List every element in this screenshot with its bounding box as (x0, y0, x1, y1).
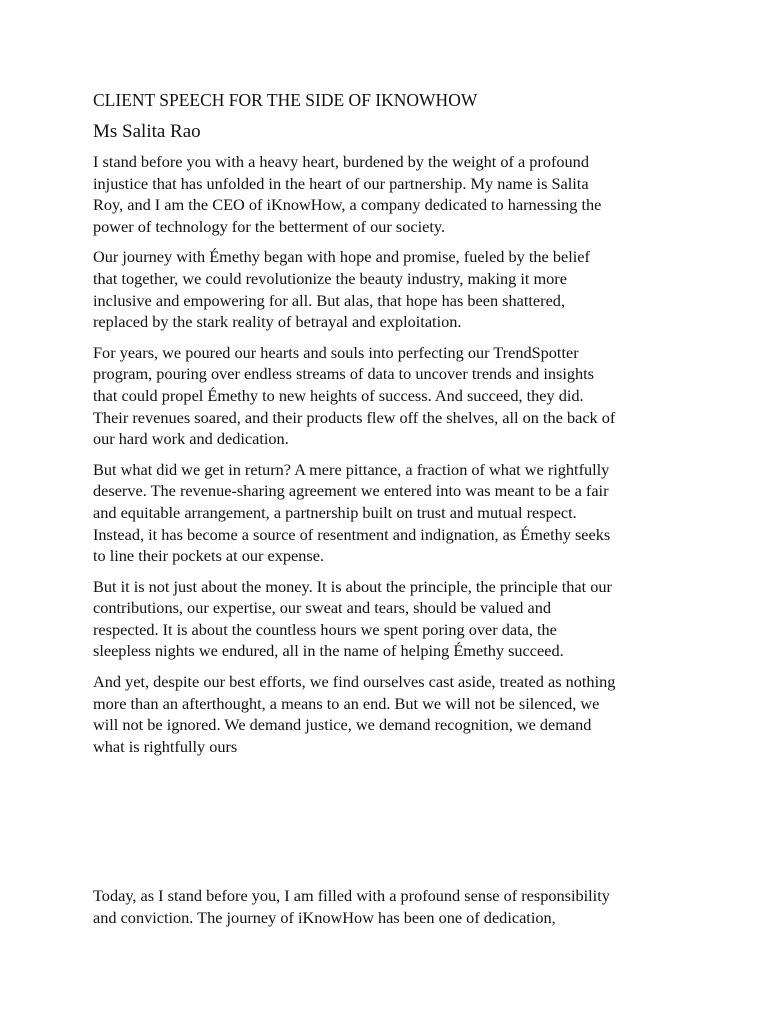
paragraph-4 (93, 459, 683, 567)
paragraph-line: more than an afterthought, a means to an end. But we will not be silenced, we (93, 693, 600, 713)
paragraph-line: And yet, despite our best efforts, we find ourselves cast aside, treated as nothing (93, 672, 616, 692)
paragraph-line: will not be ignored. We demand justice, we demand recognition, we demand (93, 715, 592, 735)
paragraph-line: inclusive and empowering for all. But alas, that hope has been shattered, (93, 290, 566, 310)
paragraph-line: our hard work and dedication. (93, 429, 289, 449)
paragraph-1 (93, 151, 683, 237)
paragraph-line: that could propel Émethy to new heights of success. And succeed, they did. (93, 385, 584, 405)
paragraph-line: and conviction. The journey of iKnowHow has been one of dedication, (93, 907, 556, 927)
paragraph-2 (93, 246, 683, 332)
paragraph-line: deserve. The revenue-sharing agreement we entered into was meant to be a fair (93, 481, 609, 501)
paragraph-line: Roy, and I am the CEO of iKnowHow, a company dedicated to harnessing the (93, 195, 602, 215)
paragraph-line: and equitable arrangement, a partnership built on trust and mutual respect. (93, 502, 577, 522)
paragraph-line: For years, we poured our hearts and souls into perfecting our TrendSpotter (93, 342, 579, 362)
paragraph-line: replaced by the stark reality of betrayal and exploitation. (93, 312, 462, 332)
paragraph-line: I stand before you with a heavy heart, burdened by the weight of a profound (93, 152, 589, 171)
document-title: CLIENT SPEECH FOR THE SIDE OF IKNOWHOW (93, 90, 478, 110)
paragraph-6 (93, 671, 683, 757)
closing-paragraph (93, 885, 683, 928)
paragraph-line: sleepless nights we endured, all in the name of helping Émethy succeed. (93, 641, 564, 661)
paragraph-line: But it is not just about the money. It is about the principle, the principle that our (93, 576, 612, 596)
paragraph-line: But what did we get in return? A mere pittance, a fraction of what we rightfully (93, 459, 610, 479)
paragraph-5 (93, 576, 683, 662)
document-author: Ms Salita Rao (93, 121, 201, 142)
paragraph-line: power of technology for the betterment of our society. (93, 216, 446, 236)
paragraph-line: what is rightfully ours (93, 736, 238, 756)
paragraph-line: Today, as I stand before you, I am filled with a profound sense of responsibility (93, 886, 610, 905)
paragraph-line: injustice that has unfolded in the heart of our partnership. My name is Salita (93, 173, 589, 193)
paragraph-line: that together, we could revolutionize the beauty industry, making it more (93, 268, 567, 288)
paragraph-line: program, pouring over endless streams of data to uncover trends and insights (93, 364, 594, 384)
document-body (93, 88, 683, 766)
paragraph-line: to line their pockets at our expense. (93, 546, 325, 566)
paragraph-line: Their revenues soared, and their products flew off the shelves, all on the back of (93, 407, 616, 427)
closing-section (93, 885, 683, 937)
paragraph-line: contributions, our expertise, our sweat and tears, should be valued and (93, 598, 552, 618)
paragraph-line: Instead, it has become a source of resentment and indignation, as Émethy seeks (93, 524, 611, 544)
paragraph-line: Our journey with Émethy began with hope and promise, fueled by the belief (93, 247, 590, 267)
paragraph-3 (93, 342, 683, 450)
paragraph-line: respected. It is about the countless hours we spent poring over data, the (93, 619, 557, 639)
